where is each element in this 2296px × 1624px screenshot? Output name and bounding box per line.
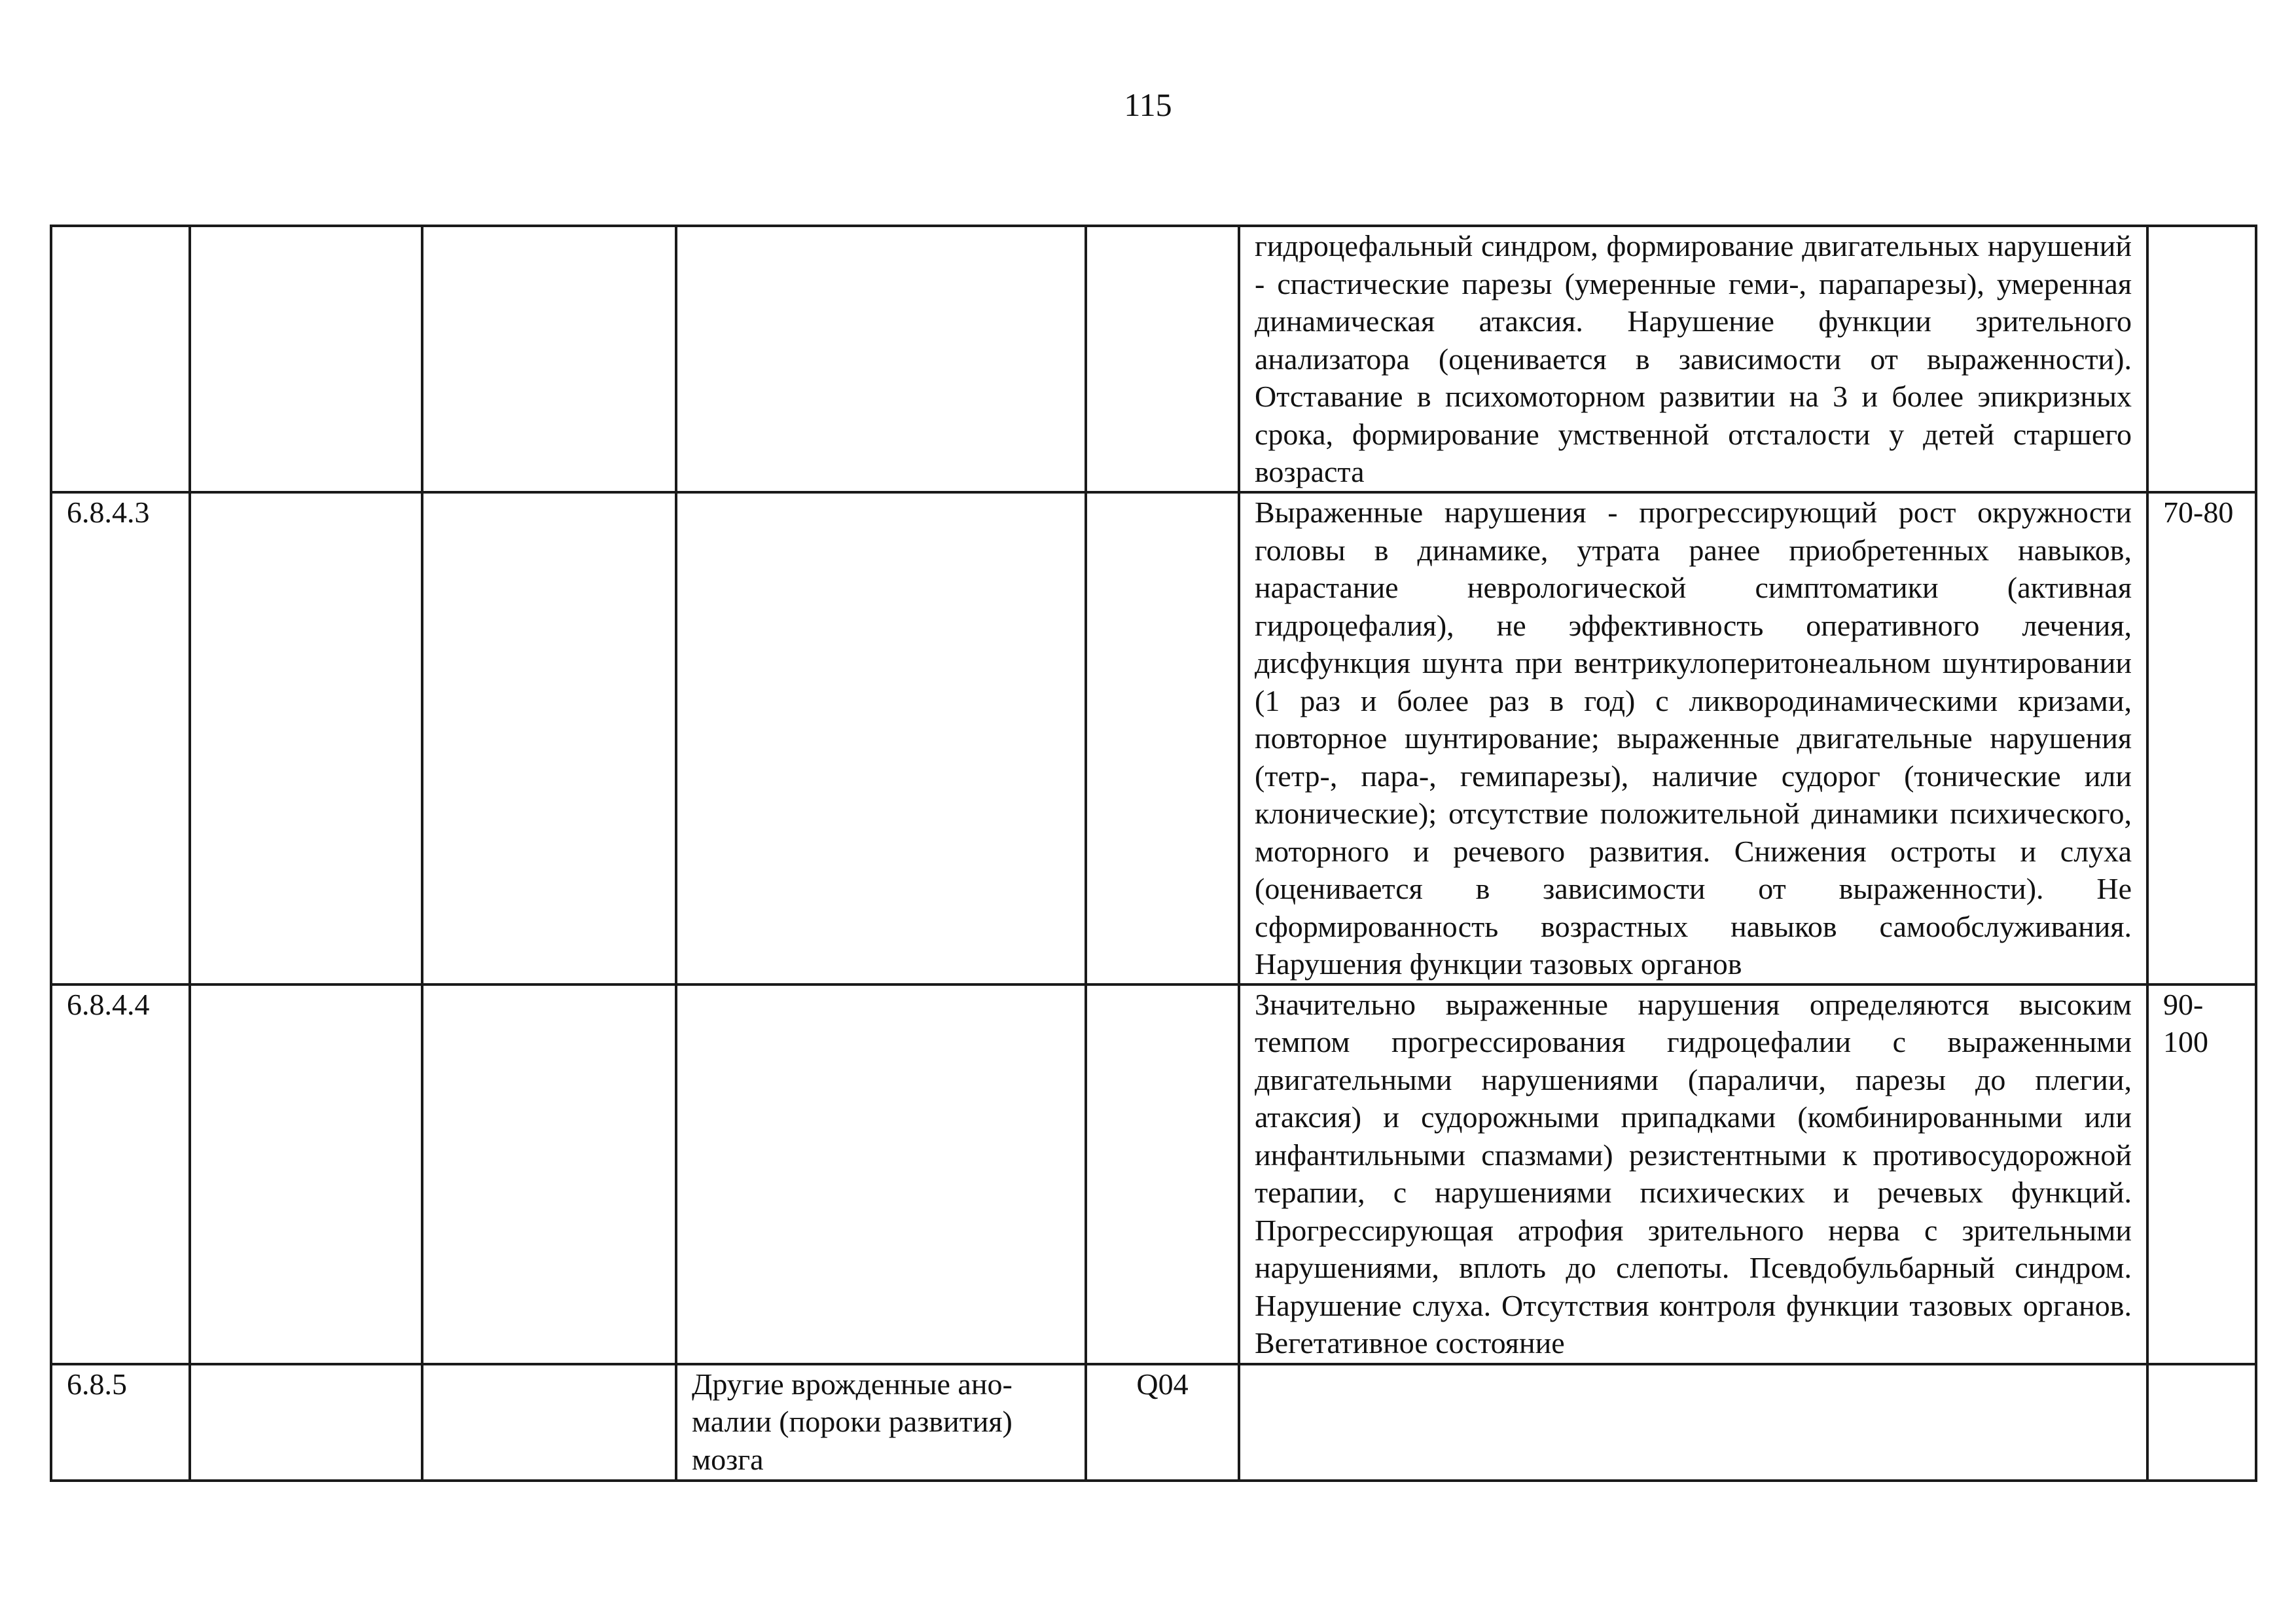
row-icd-code bbox=[1086, 984, 1239, 1364]
row-icd-code bbox=[1086, 492, 1239, 984]
row-percent bbox=[2147, 1364, 2256, 1481]
row-percent: 90-100 bbox=[2147, 984, 2256, 1364]
table-row bbox=[51, 984, 2256, 1364]
row-code bbox=[51, 226, 190, 492]
row-description bbox=[1239, 1364, 2147, 1481]
row-description: Выраженные нарушения - прогрессирующий рост окружности головы в динамике, утрата ранее приобретенных навыков, нарастание неврологической симптоматики (активная гидроцефалия), не эффективность оперативного лечения, дисфункция шунта при вентрикулоперитонеальном шунтировании (1 раз и более раз в год) с ликвородинамическими кризами, повторное шунтирование; выраженные двигательные нарушения (тетр-, пара-, гемипарезы), наличие судорог (тонические или клонические); отсутствие положительной динамики психического, моторного и речевого развития. Снижения остроты и слуха (оценивается в зависимости от выраженности). Не сформированность возрастных навыков самообслуживания. Нарушения функции тазовых органов bbox=[1239, 492, 2147, 984]
row-name: Другие врожденные аномалии (пороки развития) мозга bbox=[676, 1364, 1086, 1481]
empty-cell bbox=[190, 984, 422, 1364]
row-code: 6.8.5 bbox=[51, 1364, 190, 1481]
empty-cell bbox=[190, 226, 422, 492]
table-row bbox=[51, 492, 2256, 984]
row-code: 6.8.4.4 bbox=[51, 984, 190, 1364]
row-name bbox=[676, 226, 1086, 492]
row-description: Значительно выраженные нарушения определяются высоким темпом прогрессирования гидроцефалии с выраженными двигательными нарушениями (параличи, парезы до плегии, атаксия) и судорожными припадками (комбинированными или инфантильными спазмами) резистентными к противосудорожной терапии, с нарушениями психических и речевых функций. Прогрессирующая атрофия зрительного нерва с зрительными нарушениями, вплоть до слепоты. Псевдобульбарный синдром. Нарушение слуха. Отсутствия контроля функции тазовых органов. Вегетативное состояние bbox=[1239, 984, 2147, 1364]
disability-criteria-table bbox=[50, 225, 2257, 1482]
row-percent: 70-80 bbox=[2147, 492, 2256, 984]
row-code: 6.8.4.3 bbox=[51, 492, 190, 984]
table-row bbox=[51, 1364, 2256, 1481]
row-name bbox=[676, 492, 1086, 984]
empty-cell bbox=[422, 1364, 676, 1481]
empty-cell bbox=[422, 226, 676, 492]
table-row bbox=[51, 226, 2256, 492]
row-description: гидроцефальный синдром, формирование двигательных нарушений - спастические парезы (умеренные геми-, парапарезы), умеренная динамическая атаксия. Нарушение функции зрительного анализатора (оценивается в зависимости от выраженности). Отставание в психомоторном развитии на 3 и более эпикризных срока, формирование умственной отсталости у детей старшего возраста bbox=[1239, 226, 2147, 492]
row-percent bbox=[2147, 226, 2256, 492]
row-icd-code bbox=[1086, 226, 1239, 492]
empty-cell bbox=[190, 1364, 422, 1481]
empty-cell bbox=[190, 492, 422, 984]
row-name bbox=[676, 984, 1086, 1364]
empty-cell bbox=[422, 492, 676, 984]
row-icd-code: Q04 bbox=[1086, 1364, 1239, 1481]
empty-cell bbox=[422, 984, 676, 1364]
page-number: 115 bbox=[1124, 86, 1172, 123]
